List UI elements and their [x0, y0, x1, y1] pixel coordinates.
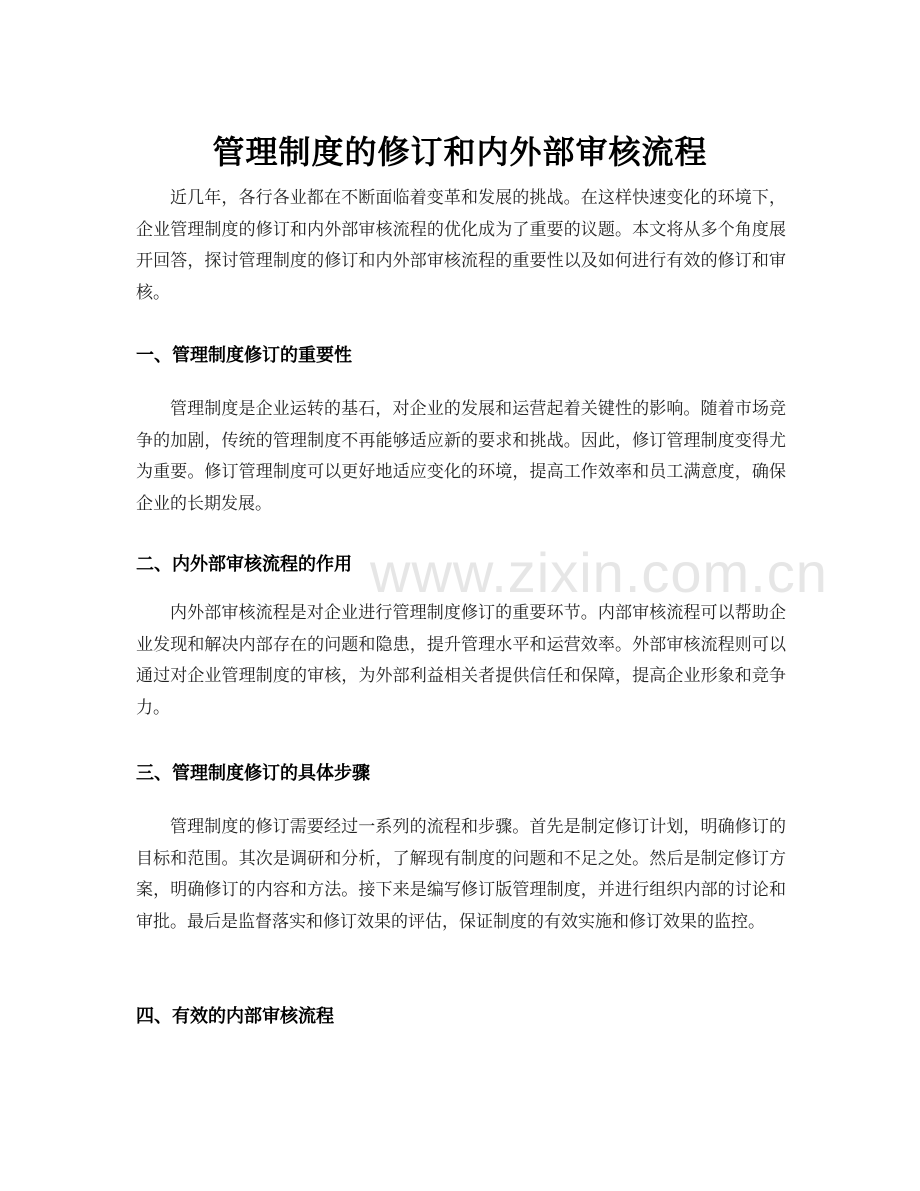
section-body-1: 管理制度是企业运转的基石，对企业的发展和运营起着关键性的影响。随着市场竞争的加剧，传统的管理制度不再能够适应新的要求和挑战。因此，修订管理制度变得尤为重要。修订管理制度可以更好地适应变化的环境，提高工作效率和员工满意度，确保企业的长期发展。: [136, 399, 786, 514]
section-heading-1: 一、管理制度修订的重要性: [136, 345, 352, 366]
section-heading-4: 四、有效的内部审核流程: [136, 1006, 334, 1027]
section-heading-2: 二、内外部审核流程的作用: [136, 554, 352, 575]
intro-paragraph: 近几年，各行各业都在不断面临着变革和发展的挑战。在这样快速变化的环境下，企业管理制度的修订和内外部审核流程的优化成为了重要的议题。本文将从多个角度展开回答，探讨管理制度的修订和内外部审核流程的重要性以及如何进行有效的修订和审核。: [136, 188, 786, 303]
watermark: www.zixin.com.cn: [370, 541, 828, 604]
document-title: 管理制度的修订和内外部审核流程: [212, 133, 708, 172]
section-heading-3: 三、管理制度修订的具体步骤: [136, 763, 370, 784]
section-body-3: 管理制度的修订需要经过一系列的流程和步骤。首先是制定修订计划，明确修订的目标和范围。其次是调研和分析，了解现有制度的问题和不足之处。然后是制定修订方案，明确修订的内容和方法。接下来是编写修订版管理制度，并进行组织内部的讨论和审批。最后是监督落实和修订效果的评估，保证制度的有效实施和修订效果的监控。: [136, 817, 786, 932]
section-body-2: 内外部审核流程是对企业进行管理制度修订的重要环节。内部审核流程可以帮助企业发现和解决内部存在的问题和隐患，提升管理水平和运营效率。外部审核流程则可以通过对企业管理制度的审核，为外部利益相关者提供信任和保障，提高企业形象和竞争力。: [136, 603, 786, 718]
